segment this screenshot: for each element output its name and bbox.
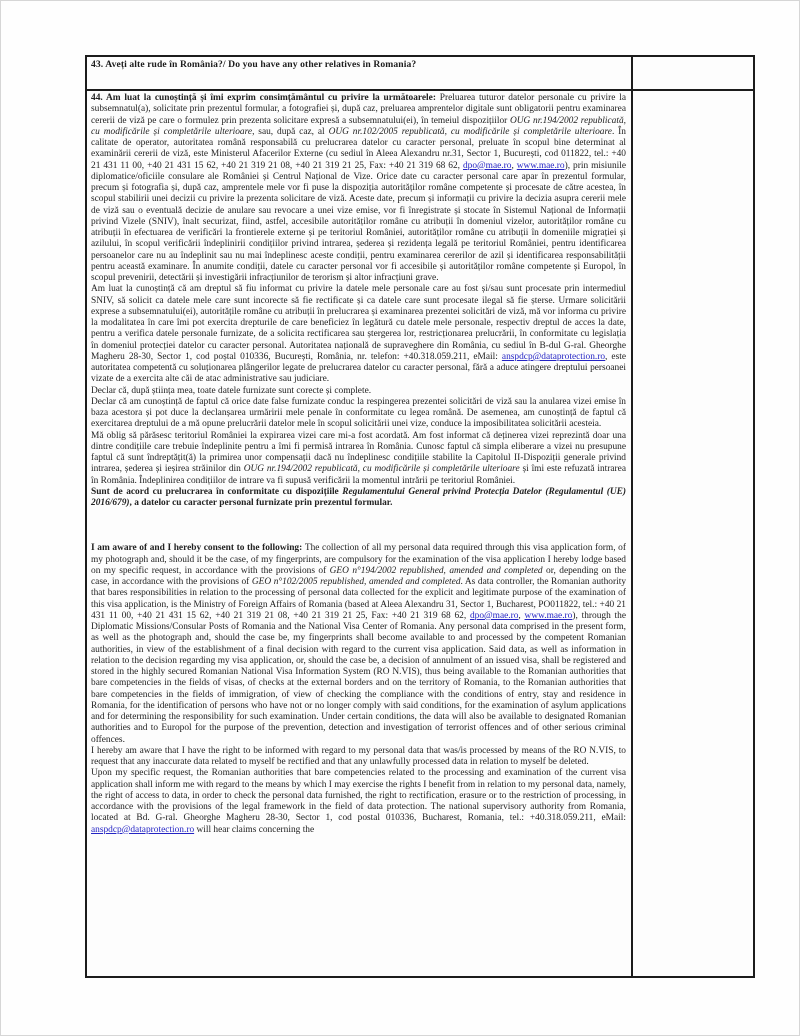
paragraph — [91, 768, 626, 836]
dpo-email-link[interactable]: dpo@mae.ro — [469, 610, 519, 621]
question-43-label: 43. Aveți alte rude în România?/ Do you have any other relatives in Romania? — [91, 59, 417, 70]
question-43-answer-cell — [633, 57, 753, 89]
text-segment: GEO n°102/2005 republished, amended and completed — [251, 577, 461, 587]
text-segment: Mă oblig să părăsesc teritoriul României la expirarea vizei care mi-a fost acordată. Am fost informat că deținerea vizei reprezintă doar una dintre condițiile care trebuie îndeplinite pentru a îmi fi permisă intrarea în România. Cunosc faptul că simpla eliberare a vizei nu presupune faptul că sunt îndreptățit(ă) la primirea unor compensații dacă nu îndeplinesc condițiile stabilite la Capitolul II-Dispoziții generale privind intrarea, șederea și ieșirea străinilor din — [91, 430, 626, 475]
text-segment: . As data controller, the Romanian authority that bares responsibilities in relation to the processing of personal data collected for the explicit and legitimate purpose of the examination of this visa application, is the Ministry of Foreign Affairs of Romania (based at Aleea Alexandru 31, Sector 1, Bucharest, PO011822, tel.: +40 21 431 11 00, +40 21 431 15 62, +40 21 319 21 08, +40 21 319 21 25, Fax: +40 21 319 68 62, — [91, 577, 627, 621]
form-table — [85, 55, 755, 978]
text-segment: ), prin misiunile diplomatice/oficiile consulare ale României și Centrul Național de Vize. Orice date cu caracter personal care apar în prezentul formular, precum și fotografia și, după caz, amprentele mele vor fi puse la dispoziția autorităților române competente și procesate de către acestea, în scopul stabilirii unei decizii cu privire la prezenta solicitare de viză. Aceste date, precum și informații cu privire la decizia asupra cererii mele de viză sau o eventuală decizie de anulare sau revocare a unei vize emise, vor fi înregistrate și stocate în Sistemul Național de Informații privind Vizele (SNIV), înalt securizat, fiind, astfel, accesibile autorităților române cu atribuții în domeniul vizelor, autorităților române cu atribuții în efectuarea de verificări la frontierele externe și pe teritoriul României, autorităților române cu atribuții în domeniile migrației și azilului, în scopul verificării îndeplinirii condițiilor privind intrarea, șederea și rezidența legală pe teritoriul României, pentru identificarea persoanelor care nu au îndeplinit sau nu mai îndeplinesc aceste condiții, pentru examinarea cererilor de azil și identificarea responsabilității pentru această examinare. În anumite condiții, datele cu caracter personal vor fi accesibile și autorităților române competente și Europol, în scopul prevenirii, detectării și investigării infracțiunilor de terorism și altor infracțiuni grave. — [91, 160, 627, 283]
paragraph — [91, 746, 626, 769]
text-segment: OUG nr.102/2005 republicată, cu modificările și completările ulterioare — [328, 126, 612, 137]
text-segment: Regulamentului General privind Protecția Datelor (Regulamentul (UE) 2016/679) — [91, 486, 626, 508]
paragraph — [91, 431, 626, 487]
consent-text — [87, 91, 633, 976]
text-segment: . În calitate de operator, autoritatea română responsabilă cu prelucrarea datelor cu caracter personal, preluate în scopul bine determinat al examinării cererii de viză, este Ministerul Afacerilor Externe (cu sediul în Aleea Alexandru nr.31, Sector 1, București, cod 011822, tel.: +40 21 431 11 00, +40 21 431 15 62, +40 21 319 21 08, +40 21 319 21 25, Fax: +40 21 319 68 62, — [91, 126, 626, 171]
question-43-cell — [87, 57, 633, 89]
mae-website-link[interactable]: www.mae.ro — [516, 160, 565, 171]
text-segment: , — [511, 160, 517, 171]
paragraph — [91, 386, 626, 397]
text-segment: OUG nr.194/2002 republicată, cu modificările și completările ulterioare — [91, 115, 626, 137]
text-segment: , este autoritatea competentă cu soluționarea plângerilor legate de prelucrarea datelor cu caracter personal, fără a aduce atingere dreptului persoanei vizate de a exercita alte căi de atac administrative sau judiciare. — [91, 351, 626, 385]
paragraph — [91, 397, 626, 431]
text-segment: GEO n°194/2002 republished, amended and completed — [329, 565, 543, 576]
text-segment: , a datelor cu caracter personal furnizate prin prezentul formular. — [129, 498, 393, 508]
text-segment: Upon my specific request, the Romanian authorities that bare competencies related to the processing and examination of the current visa application shall inform me with regard to the means by which I may exercise the rights I benefit from in relation to my personal data, namely, the right of access to data, in order to check the personal data furnished, the right to rectification, erasure or to the restriction of processing, in accordance with the provisions of the legal framework in the field of data protection. The national supervisory authority from Romania, located at Bd. G-ral. Gheorghe Magheru 28-30, Sector 1, cod postal 010336, Bucharest, Romania, tel.: +40.318.059.211, eMail: — [91, 768, 626, 824]
text-segment: Sunt de acord cu prelucrarea în conformitate cu dispozițiile — [91, 486, 343, 497]
dpo-email-link[interactable]: dpo@mae.ro — [462, 160, 512, 171]
text-segment: Declar că am cunoștință de faptul că orice date false furnizate conduc la respingerea prezentei solicitări de viză sau la anularea vizei emise în baza acestora și pot duce la declanșarea urmăririi mele penale în conformitate cu legea română. De asemenea, am cunoștință de faptul că exercitarea dreptului de a mă opune prelucrării datelor mele în scopul solicitării unei vize, conduce la imposibilitatea solicitării acesteia. — [91, 396, 626, 430]
text-segment: or, depending on the case, in accordance with the provisions of — [91, 565, 626, 587]
text-segment: ), through the Diplomatic Missions/Consular Posts of Romania and the National Visa Center of Romania. Any personal data comprised in the present form, as well as the photograph and, should the case be, my fingerprints shall become available to and processed by the competent Romanian authorities, in view of the establishment of a final decision with regard to the current visa application. Said data, as well as information in relation to the decision regarding my visa application, or, should the case be, a decision of annulment of an issued visa, shall be registered and stored in the highly secured Romanian National Visa Information System (RO N.VIS), thus being available to the Romanian authorities that bare competencies in the fields of visas, of checks at the external borders and on the territory of Romania, to the Romanian authorities that bare competencies in the fields of immigration, of view of checking the compliance with the conditions of entry, stay and residence in Romania, for the identification of persons who have not or no longer comply with said conditions, for the examination of asylum applications and for determining the responsibility for such examination. Under certain conditions, the data will also be available to designated Romanian authorities and to Europol for the purpose of the prevention, detection and investigation of terrorist offences and of other serious criminal offences. — [91, 610, 627, 745]
text-segment: Declar că, după știința mea, toate datele furnizate sunt corecte și complete. — [91, 385, 372, 396]
question-44-side-cell — [633, 91, 753, 976]
mae-website-link[interactable]: www.mae.ro — [524, 610, 573, 621]
paragraph — [91, 543, 626, 746]
text-segment: și îmi este refuzată intrarea în România. Îndeplinirea condițiilor de intrare va fi supusă verificării la momentul intrării pe teritoriul României. — [91, 464, 626, 486]
paragraph — [91, 93, 626, 284]
text-segment: will hear claims concerning the — [194, 824, 315, 835]
text-segment: , sau, după caz, al — [252, 126, 329, 137]
text-segment: The collection of all my personal data required through this visa application form, of my photograph and, should it be the case, of my fingerprints, are compulsory for the examination of the visa application I hereby lodge based on my specific request, in accordance with the provisions of — [91, 543, 626, 576]
row-question-44 — [87, 91, 753, 976]
anspdcp-email-link[interactable]: anspdcp@dataprotection.ro — [91, 824, 195, 835]
text-segment: OUG nr.194/2002 republicată, cu modificările și completările ulterioare — [243, 464, 520, 475]
anspdcp-email-link[interactable]: anspdcp@dataprotection.ro — [501, 351, 606, 362]
paragraph — [91, 284, 626, 385]
text-segment: Am luat la cunoștință că am dreptul să fiu informat cu privire la datele mele personale care au fost și/sau sunt procesate prin intermediul SNIV, să solicit ca datele mele care sunt incorecte să fie rectificate și ca datele care sunt procesate ilegal să fie șterse. Urmare solicitării exprese a subsemnatului(ei), autoritățile române cu atribuții în prelucrarea și examinarea prezentei solicitări de viză, mă vor informa cu privire la modalitatea în care îmi pot exercita drepturile de care beneficiez în legătură cu datele mele personale, respectiv dreptul de acces la date, pentru a verifica datele personale furnizate, de a solicita rectificarea sau ștergerea lor, restricționarea prelucrării, în conformitate cu legislația în domeniul protecției datelor cu caracter personal. Autoritatea națională de supraveghere din România, cu sediul în B-dul G-ral. Gheorghe Magheru 28-30, Sector 1, cod poștal 010336, București, România, nr. telefon: +40.318.059.211, eMail: — [91, 284, 626, 362]
paragraph — [91, 487, 626, 510]
text-segment: Preluarea tuturor datelor personale cu privire la subsemnatul(a), solicitate prin prezentul formular, a fotografiei și, după caz, preluarea amprentelor digitale sunt obligatorii pentru examinarea cererii de viză pe care o formulez prin prezenta solicitare expresă a subsemnatului(ei), în temeiul dispozițiilor — [91, 93, 626, 126]
text-segment: , — [518, 610, 525, 621]
question-44-lead: 44. Am luat la cunoștință și îmi exprim consimțământul cu privire la următoarele: — [91, 93, 440, 103]
text-segment: I hereby am aware that I have the right to be informed with regard to my personal data that was/is processed by means of the RO N.VIS, to request that any inaccurate data related to myself be rectified and that any unlawfully processed data in relation to myself be deleted. — [91, 745, 626, 767]
row-question-43 — [87, 57, 753, 91]
english-consent-lead: I am aware of and I hereby consent to the following: — [91, 543, 305, 554]
